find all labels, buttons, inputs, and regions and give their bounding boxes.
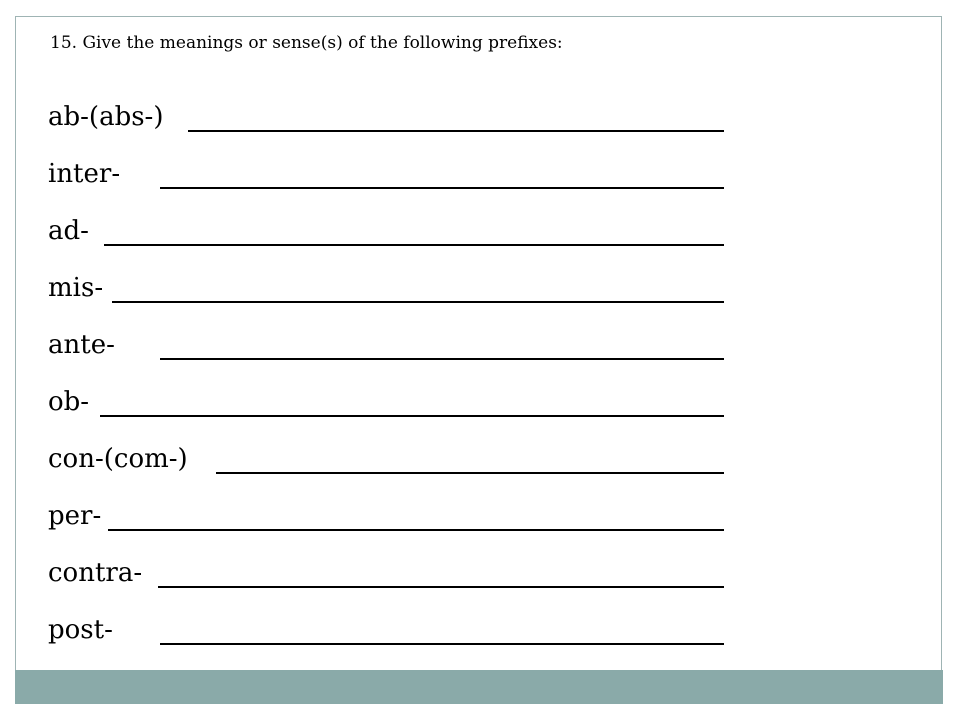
prefix-row-per [48,499,728,556]
prefix-label-per: per- [48,501,102,531]
prefix-label-post: post- [48,615,113,645]
answer-line-ab[interactable] [188,130,724,132]
prefix-row-ob [48,385,728,442]
prefix-row-ad [48,214,728,271]
answer-line-contra[interactable] [158,586,724,588]
answer-line-ad[interactable] [104,244,724,246]
prefix-label-ante: ante- [48,330,115,360]
prefix-row-contra [48,556,728,613]
question-prompt: 15. Give the meanings or sense(s) of the following prefixes: [50,33,563,53]
prefix-row-con [48,442,728,499]
footer-bar [15,670,943,704]
prefix-label-con: con-(com-) [48,444,188,474]
prefix-label-contra: contra- [48,558,143,588]
prefix-row-ab [48,100,728,157]
prefix-label-inter: inter- [48,159,121,189]
answer-line-mis[interactable] [112,301,724,303]
prefix-row-inter [48,157,728,214]
prefix-row-ante [48,328,728,385]
answer-line-ob[interactable] [100,415,724,417]
answer-line-con[interactable] [216,472,724,474]
answer-line-per[interactable] [108,529,724,531]
answer-line-ante[interactable] [160,358,724,360]
prefix-row-post [48,613,728,670]
prefix-label-ob: ob- [48,387,90,417]
prefix-label-ad: ad- [48,216,89,246]
answer-line-post[interactable] [160,643,724,645]
prefix-list [48,100,728,670]
prefix-label-ab: ab-(abs-) [48,102,164,132]
prefix-row-mis [48,271,728,328]
answer-line-inter[interactable] [160,187,724,189]
prefix-label-mis: mis- [48,273,104,303]
